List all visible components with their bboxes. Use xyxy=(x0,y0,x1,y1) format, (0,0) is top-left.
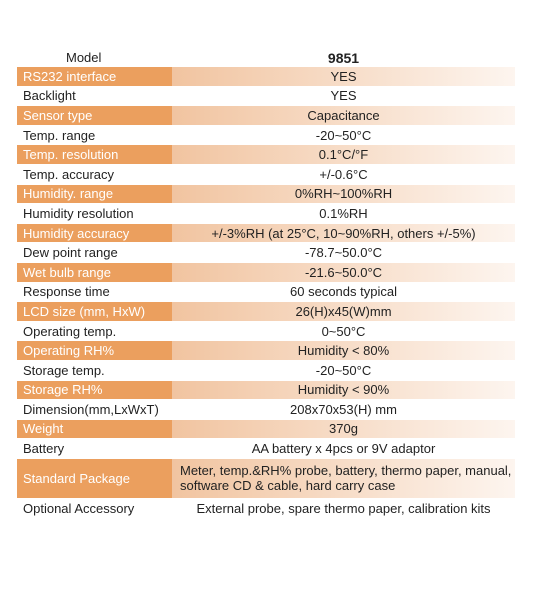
row-label: Temp. resolution xyxy=(17,145,172,164)
row-label: Sensor type xyxy=(17,106,172,125)
row-value: 0%RH~100%RH xyxy=(294,186,393,202)
row-value: -78.7~50.0°C xyxy=(304,245,383,261)
row-label: Wet bulb range xyxy=(17,263,172,282)
table-row xyxy=(17,67,515,87)
row-value: +/-0.6°C xyxy=(319,166,368,182)
row-value: Humidity < 80% xyxy=(297,343,390,359)
row-label: Dimension(mm,LxWxT) xyxy=(23,401,159,417)
row-label: Humidity resolution xyxy=(23,205,134,221)
row-label: Temp. range xyxy=(23,127,96,143)
table-row xyxy=(17,165,515,185)
row-value: 208x70x53(H) mm xyxy=(290,401,397,417)
row-value: Capacitance xyxy=(307,107,380,123)
row-label: Weight xyxy=(17,420,172,439)
table-row xyxy=(17,263,515,283)
row-value: 370g xyxy=(329,421,358,437)
row-value: YES xyxy=(330,68,357,84)
table-row xyxy=(17,302,515,322)
model-value: 9851 xyxy=(327,49,360,66)
table-row xyxy=(17,322,515,342)
row-value: Meter, temp.&RH% probe, battery, thermo paper, manual, software CD & cable, hard carry case xyxy=(180,463,512,494)
table-row xyxy=(17,204,515,224)
row-value: 0.1%RH xyxy=(319,205,368,221)
row-value: External probe, spare thermo paper, calibration kits xyxy=(196,500,491,516)
row-value: 26(H)x45(W)mm xyxy=(295,303,392,319)
table-row xyxy=(17,145,515,165)
table-row xyxy=(17,283,515,303)
row-value: -20~50°C xyxy=(315,362,372,378)
row-value: -21.6~50.0°C xyxy=(304,264,383,280)
row-value: YES xyxy=(330,88,357,104)
table-header-row xyxy=(17,49,515,67)
table-row xyxy=(17,224,515,244)
row-value: 60 seconds typical xyxy=(290,284,397,300)
row-label: Operating RH% xyxy=(17,341,172,360)
spec-table xyxy=(17,49,515,518)
table-row xyxy=(17,243,515,263)
row-value: +/-3%RH (at 25°C, 10~90%RH, others +/-5%) xyxy=(211,225,476,241)
row-label: Temp. accuracy xyxy=(23,166,115,182)
row-label: Backlight xyxy=(23,88,76,104)
table-row xyxy=(17,499,515,519)
row-label: Standard Package xyxy=(17,459,172,498)
table-row xyxy=(17,400,515,420)
table-row xyxy=(17,87,515,107)
table-row xyxy=(17,459,515,499)
row-label: Dew point range xyxy=(23,245,118,261)
table-row xyxy=(17,106,515,126)
row-label: LCD size (mm, HxW) xyxy=(17,302,172,321)
row-label: Humidity accuracy xyxy=(17,224,172,243)
row-label: Humidity. range xyxy=(17,185,172,204)
row-label: Storage temp. xyxy=(23,362,105,378)
table-row xyxy=(17,381,515,401)
table-row xyxy=(17,185,515,205)
table-row xyxy=(17,361,515,381)
table-row xyxy=(17,439,515,459)
row-value: 0~50°C xyxy=(321,323,366,339)
row-value: 0.1°C/°F xyxy=(318,147,369,163)
table-row xyxy=(17,126,515,146)
row-value: Humidity < 90% xyxy=(297,382,390,398)
row-value: AA battery x 4pcs or 9V adaptor xyxy=(251,441,436,457)
table-row xyxy=(17,420,515,440)
row-label: Storage RH% xyxy=(17,381,172,400)
row-label: Battery xyxy=(23,441,65,457)
row-value: -20~50°C xyxy=(315,127,372,143)
row-label: RS232 interface xyxy=(17,67,172,86)
row-label: Response time xyxy=(23,284,110,300)
row-label: Operating temp. xyxy=(23,323,117,339)
row-label: Optional Accessory xyxy=(23,500,135,516)
table-row xyxy=(17,341,515,361)
model-label: Model xyxy=(66,50,102,65)
